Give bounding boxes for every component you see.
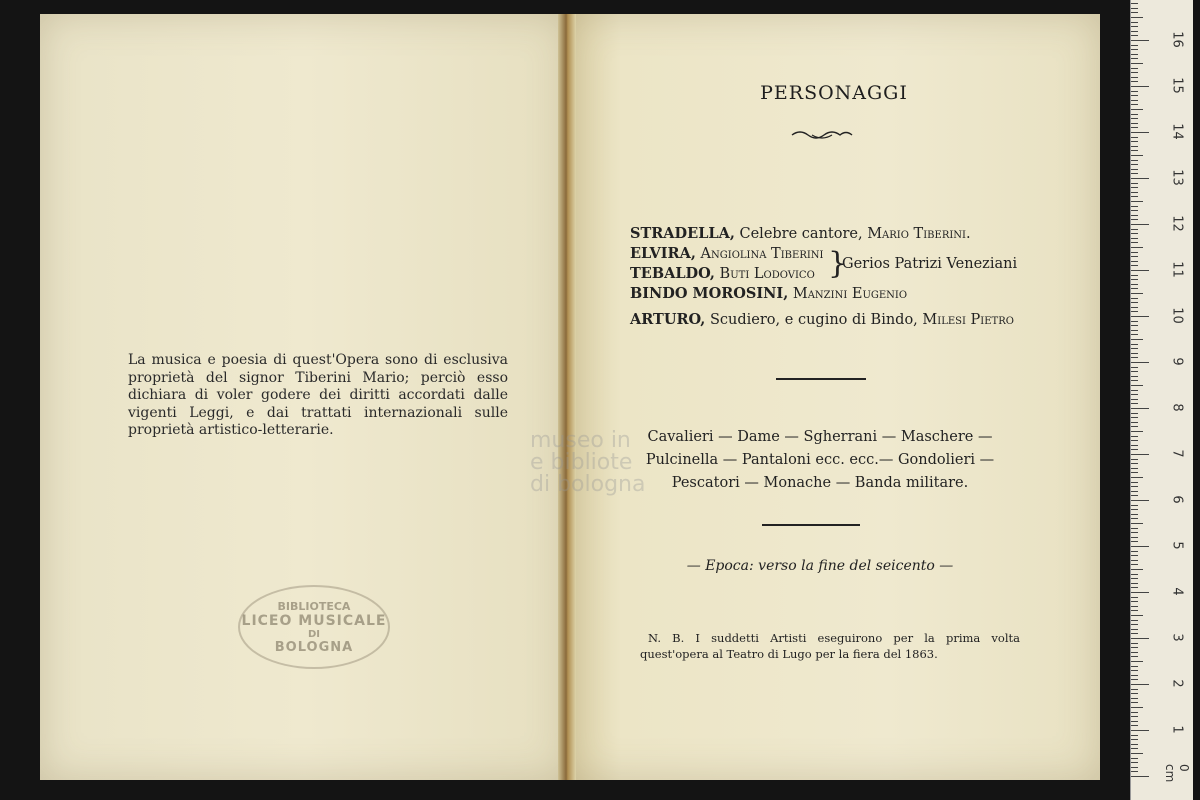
ruler-tick bbox=[1131, 735, 1138, 736]
ruler-tick bbox=[1131, 771, 1138, 772]
ruler-tick bbox=[1131, 776, 1149, 777]
ruler-tick bbox=[1131, 560, 1138, 561]
ruler-number: 3 bbox=[1169, 633, 1185, 642]
ruler-tick bbox=[1131, 86, 1149, 87]
stamp-line: BOLOGNA bbox=[274, 639, 354, 655]
ruler-tick bbox=[1131, 698, 1138, 699]
ruler-tick bbox=[1131, 155, 1143, 156]
ruler-tick bbox=[1131, 445, 1138, 446]
ruler-tick bbox=[1131, 380, 1138, 381]
ruler-tick bbox=[1131, 578, 1138, 579]
ruler-tick bbox=[1131, 95, 1138, 96]
ruler-tick bbox=[1131, 132, 1149, 133]
ruler-tick bbox=[1131, 229, 1138, 230]
ruler-tick bbox=[1131, 712, 1138, 713]
ruler-tick bbox=[1131, 183, 1138, 184]
performer-name: Buti Lodovico bbox=[714, 266, 815, 282]
ruler-tick bbox=[1131, 362, 1149, 363]
ruler-tick bbox=[1131, 468, 1138, 469]
ruler-tick bbox=[1131, 505, 1138, 506]
ruler-tick bbox=[1131, 353, 1138, 354]
ruler-tick bbox=[1131, 624, 1138, 625]
ruler-tick bbox=[1131, 454, 1149, 455]
ruler-tick bbox=[1131, 537, 1138, 538]
ruler-tick bbox=[1131, 367, 1138, 368]
ruler-tick bbox=[1131, 265, 1138, 266]
ruler-tick bbox=[1131, 555, 1138, 556]
ruler-tick bbox=[1131, 316, 1149, 317]
ruler-tick bbox=[1131, 288, 1138, 289]
ruler-tick bbox=[1131, 164, 1138, 165]
watermark-line: e bibliote bbox=[530, 450, 633, 475]
ruler-tick bbox=[1131, 91, 1138, 92]
ruler-tick bbox=[1131, 463, 1138, 464]
ruler-tick bbox=[1131, 256, 1138, 257]
ruler-tick bbox=[1131, 247, 1143, 248]
ruler-tick bbox=[1131, 178, 1149, 179]
divider-rule bbox=[776, 378, 866, 380]
chorus-line: Cavalieri — Dame — Sgherrani — Maschere — bbox=[647, 429, 993, 445]
ruler-tick bbox=[1131, 482, 1138, 483]
ruler-tick bbox=[1131, 518, 1138, 519]
ruler-tick bbox=[1131, 422, 1138, 423]
ruler-tick bbox=[1131, 629, 1138, 630]
ruler-tick bbox=[1131, 702, 1138, 703]
ruler-tick bbox=[1131, 302, 1138, 303]
ruler-number: 14 bbox=[1169, 123, 1185, 140]
ruler-tick bbox=[1131, 633, 1138, 634]
ruler-tick bbox=[1131, 390, 1138, 391]
stamp-line: LICEO MUSICALE bbox=[241, 612, 387, 629]
ruler-tick bbox=[1131, 472, 1138, 473]
ruler-number: 4 bbox=[1169, 587, 1185, 596]
ruler-tick bbox=[1131, 767, 1138, 768]
chorus-list bbox=[630, 426, 1010, 495]
cast-row-arturo bbox=[630, 310, 1090, 330]
brace-label: Gerios Patrizi Veneziani bbox=[842, 256, 1018, 272]
ruler-tick bbox=[1131, 615, 1143, 616]
divider-rule bbox=[762, 524, 860, 526]
character-name: TEBALDO, bbox=[630, 265, 715, 282]
cast-list bbox=[630, 224, 1090, 330]
ruler-tick bbox=[1131, 17, 1143, 18]
ruler-tick bbox=[1131, 279, 1138, 280]
ruler-tick bbox=[1131, 137, 1138, 138]
ruler-tick bbox=[1131, 748, 1138, 749]
ruler-tick bbox=[1131, 49, 1138, 50]
ruler-tick bbox=[1131, 601, 1138, 602]
ruler-tick bbox=[1131, 426, 1138, 427]
ruler-tick bbox=[1131, 261, 1138, 262]
ruler-tick bbox=[1131, 8, 1138, 9]
ornament-icon bbox=[790, 128, 854, 142]
ruler-tick bbox=[1131, 45, 1138, 46]
ruler-tick bbox=[1131, 610, 1138, 611]
ruler-tick bbox=[1131, 541, 1138, 542]
ruler-tick bbox=[1131, 666, 1138, 667]
ruler-tick bbox=[1131, 495, 1138, 496]
chorus-line: Pescatori — Monache — Banda militare. bbox=[671, 475, 969, 491]
ruler-tick bbox=[1131, 408, 1149, 409]
ruler-tick bbox=[1131, 707, 1143, 708]
ruler-tick bbox=[1131, 150, 1138, 151]
ruler-tick bbox=[1131, 528, 1138, 529]
ruler-tick bbox=[1131, 284, 1138, 285]
ruler-tick bbox=[1131, 187, 1138, 188]
ruler-tick bbox=[1131, 574, 1138, 575]
ruler-tick bbox=[1131, 201, 1143, 202]
ruler-tick bbox=[1131, 141, 1138, 142]
ruler-tick bbox=[1131, 118, 1138, 119]
ruler-tick bbox=[1131, 394, 1138, 395]
performer-name: Angiolina Tiberini bbox=[695, 246, 824, 262]
ruler-tick bbox=[1131, 730, 1149, 731]
ruler-tick bbox=[1131, 31, 1138, 32]
ruler-tick bbox=[1131, 173, 1138, 174]
ruler-tick bbox=[1131, 104, 1138, 105]
ruler-number: 10 bbox=[1169, 307, 1185, 324]
ruler-tick bbox=[1131, 348, 1138, 349]
watermark-line: di bologna bbox=[530, 472, 646, 497]
chorus-line: Pulcinella — Pantaloni ecc. ecc.— Gondolieri — bbox=[645, 452, 995, 468]
ruler-tick bbox=[1131, 77, 1138, 78]
ruler-tick bbox=[1131, 679, 1138, 680]
book-gutter bbox=[558, 14, 576, 780]
ruler-tick bbox=[1131, 597, 1138, 598]
ruler-tick bbox=[1131, 592, 1149, 593]
ruler-tick bbox=[1131, 54, 1138, 55]
ruler-tick bbox=[1131, 647, 1138, 648]
ruler-tick bbox=[1131, 399, 1138, 400]
ruler-tick bbox=[1131, 643, 1138, 644]
library-stamp bbox=[238, 585, 390, 669]
character-name: ELVIRA, bbox=[630, 245, 696, 262]
ruler-tick bbox=[1131, 652, 1138, 653]
brace-icon: } bbox=[828, 246, 848, 281]
ruler-tick bbox=[1131, 523, 1143, 524]
ruler-tick bbox=[1131, 546, 1149, 547]
character-role: Celebre cantore, bbox=[734, 226, 868, 242]
ruler-tick bbox=[1131, 753, 1143, 754]
ruler-number: 16 bbox=[1169, 31, 1185, 48]
ruler-tick bbox=[1131, 196, 1138, 197]
ruler-tick bbox=[1131, 169, 1138, 170]
ruler-tick bbox=[1131, 716, 1138, 717]
ruler-number: 5 bbox=[1169, 541, 1185, 550]
ruler-tick bbox=[1131, 569, 1143, 570]
ruler-tick bbox=[1131, 357, 1138, 358]
ruler-tick bbox=[1131, 81, 1138, 82]
ruler-number: 1 bbox=[1169, 725, 1185, 734]
ruler-tick bbox=[1131, 298, 1138, 299]
ruler-tick bbox=[1131, 656, 1138, 657]
ruler-number: 11 bbox=[1169, 261, 1185, 278]
ruler-tick bbox=[1131, 146, 1138, 147]
ruler-tick bbox=[1131, 376, 1138, 377]
ruler-tick bbox=[1131, 321, 1138, 322]
ruler-tick bbox=[1131, 22, 1138, 23]
cast-row-stradella bbox=[630, 224, 1090, 244]
ruler-tick bbox=[1131, 721, 1138, 722]
ruler-tick bbox=[1131, 58, 1138, 59]
ruler-tick bbox=[1131, 551, 1138, 552]
ruler-tick bbox=[1131, 606, 1138, 607]
stamp-line: DI bbox=[307, 628, 321, 640]
ruler-tick bbox=[1131, 739, 1138, 740]
ruler-tick bbox=[1131, 12, 1138, 13]
ruler-tick bbox=[1131, 758, 1138, 759]
ruler-tick bbox=[1131, 620, 1138, 621]
ruler-tick bbox=[1131, 564, 1138, 565]
ruler-tick bbox=[1131, 689, 1138, 690]
performer-name: Milesi Pietro bbox=[922, 312, 1014, 328]
ruler-tick bbox=[1131, 440, 1138, 441]
ruler-tick bbox=[1131, 744, 1138, 745]
ruler-number: 12 bbox=[1169, 215, 1185, 232]
cast-row-bindo bbox=[630, 284, 1090, 304]
epoch-line: — Epoca: verso la fine del seicento — bbox=[686, 558, 954, 574]
ruler-tick bbox=[1131, 40, 1149, 41]
ruler-tick bbox=[1131, 233, 1138, 234]
ruler-tick bbox=[1131, 63, 1143, 64]
ruler-tick bbox=[1131, 192, 1138, 193]
ruler-tick bbox=[1131, 675, 1138, 676]
ruler-tick bbox=[1131, 206, 1138, 207]
ruler-tick bbox=[1131, 417, 1138, 418]
ruler-tick bbox=[1131, 477, 1143, 478]
ruler-tick bbox=[1131, 725, 1138, 726]
ruler-tick bbox=[1131, 491, 1138, 492]
ruler-tick bbox=[1131, 293, 1143, 294]
ruler-number: 6 bbox=[1169, 495, 1185, 504]
ruler-tick bbox=[1131, 123, 1138, 124]
ruler-tick bbox=[1131, 587, 1138, 588]
ruler-number: 7 bbox=[1169, 449, 1185, 458]
ruler-tick bbox=[1131, 486, 1138, 487]
ruler-tick bbox=[1131, 670, 1138, 671]
ruler-tick bbox=[1131, 431, 1143, 432]
ruler-tick bbox=[1131, 371, 1138, 372]
ruler-tick bbox=[1131, 403, 1138, 404]
ruler-tick bbox=[1131, 3, 1138, 4]
ruler-tick bbox=[1131, 684, 1149, 685]
ruler-tick bbox=[1131, 109, 1143, 110]
ruler-tick bbox=[1131, 436, 1138, 437]
ruler-number: 9 bbox=[1169, 357, 1185, 366]
performance-note: N. B. I suddetti Artisti eseguirono per la prima volta quest'opera al Teatro di Lugo per la fiera del 1863. bbox=[640, 631, 1020, 661]
ruler-tick bbox=[1131, 100, 1138, 101]
measuring-ruler bbox=[1130, 0, 1193, 800]
ruler-tick bbox=[1131, 224, 1149, 225]
page-title: PERSONAGGI bbox=[760, 82, 908, 104]
ruler-tick bbox=[1131, 500, 1149, 501]
ruler-unit-label: 0 cm bbox=[1163, 764, 1191, 783]
watermark-line: museo in bbox=[530, 428, 631, 453]
ruler-tick bbox=[1131, 693, 1138, 694]
ruler-tick bbox=[1131, 514, 1138, 515]
character-role: Scudiero, e cugino di Bindo, bbox=[705, 312, 923, 328]
ruler-tick bbox=[1131, 238, 1138, 239]
ruler-tick bbox=[1131, 160, 1138, 161]
ruler-number: 8 bbox=[1169, 403, 1185, 412]
character-name: ARTURO, bbox=[630, 311, 706, 328]
ruler-tick bbox=[1131, 242, 1138, 243]
ruler-tick bbox=[1131, 26, 1138, 27]
ruler-number: 13 bbox=[1169, 169, 1185, 186]
ruler-tick bbox=[1131, 509, 1138, 510]
ruler-tick bbox=[1131, 762, 1138, 763]
ruler-tick bbox=[1131, 532, 1138, 533]
ruler-tick bbox=[1131, 72, 1138, 73]
ruler-tick bbox=[1131, 307, 1138, 308]
cast-brace-group bbox=[630, 244, 1090, 284]
character-name: BINDO MOROSINI, bbox=[630, 285, 789, 302]
ruler-tick bbox=[1131, 252, 1138, 253]
ruler-tick bbox=[1131, 449, 1138, 450]
performer-name: Mario Tiberini. bbox=[867, 226, 971, 242]
copyright-notice: La musica e poesia di quest'Opera sono di esclusiva proprietà del signor Tiberini Mario; perciò esso dichiara di voler godere dei diritti accordati dalle vigenti Leggi, e dai trattati internazionali sulle proprietà artistico-letterarie. bbox=[128, 352, 508, 438]
ruler-tick bbox=[1131, 583, 1138, 584]
ruler-tick bbox=[1131, 661, 1143, 662]
ruler-tick bbox=[1131, 114, 1138, 115]
ruler-tick bbox=[1131, 339, 1143, 340]
ruler-tick bbox=[1131, 35, 1138, 36]
ruler-tick bbox=[1131, 219, 1138, 220]
ruler-tick bbox=[1131, 210, 1138, 211]
performer-name: Manzini Eugenio bbox=[788, 286, 908, 302]
ruler-tick bbox=[1131, 275, 1138, 276]
ruler-tick bbox=[1131, 638, 1149, 639]
ruler-tick bbox=[1131, 270, 1149, 271]
ruler-tick bbox=[1131, 311, 1138, 312]
ruler-tick bbox=[1131, 385, 1143, 386]
ruler-tick bbox=[1131, 127, 1138, 128]
ruler-tick bbox=[1131, 413, 1138, 414]
stamp-line: BIBLIOTECA bbox=[277, 599, 351, 613]
ruler-tick bbox=[1131, 325, 1138, 326]
ruler-tick bbox=[1131, 459, 1138, 460]
ruler-number: 2 bbox=[1169, 679, 1185, 688]
ruler-tick bbox=[1131, 344, 1138, 345]
character-name: STRADELLA, bbox=[630, 225, 735, 242]
ruler-number: 15 bbox=[1169, 77, 1185, 94]
ruler-tick bbox=[1131, 68, 1138, 69]
ruler-tick bbox=[1131, 330, 1138, 331]
ruler-tick bbox=[1131, 334, 1138, 335]
ruler-tick bbox=[1131, 215, 1138, 216]
